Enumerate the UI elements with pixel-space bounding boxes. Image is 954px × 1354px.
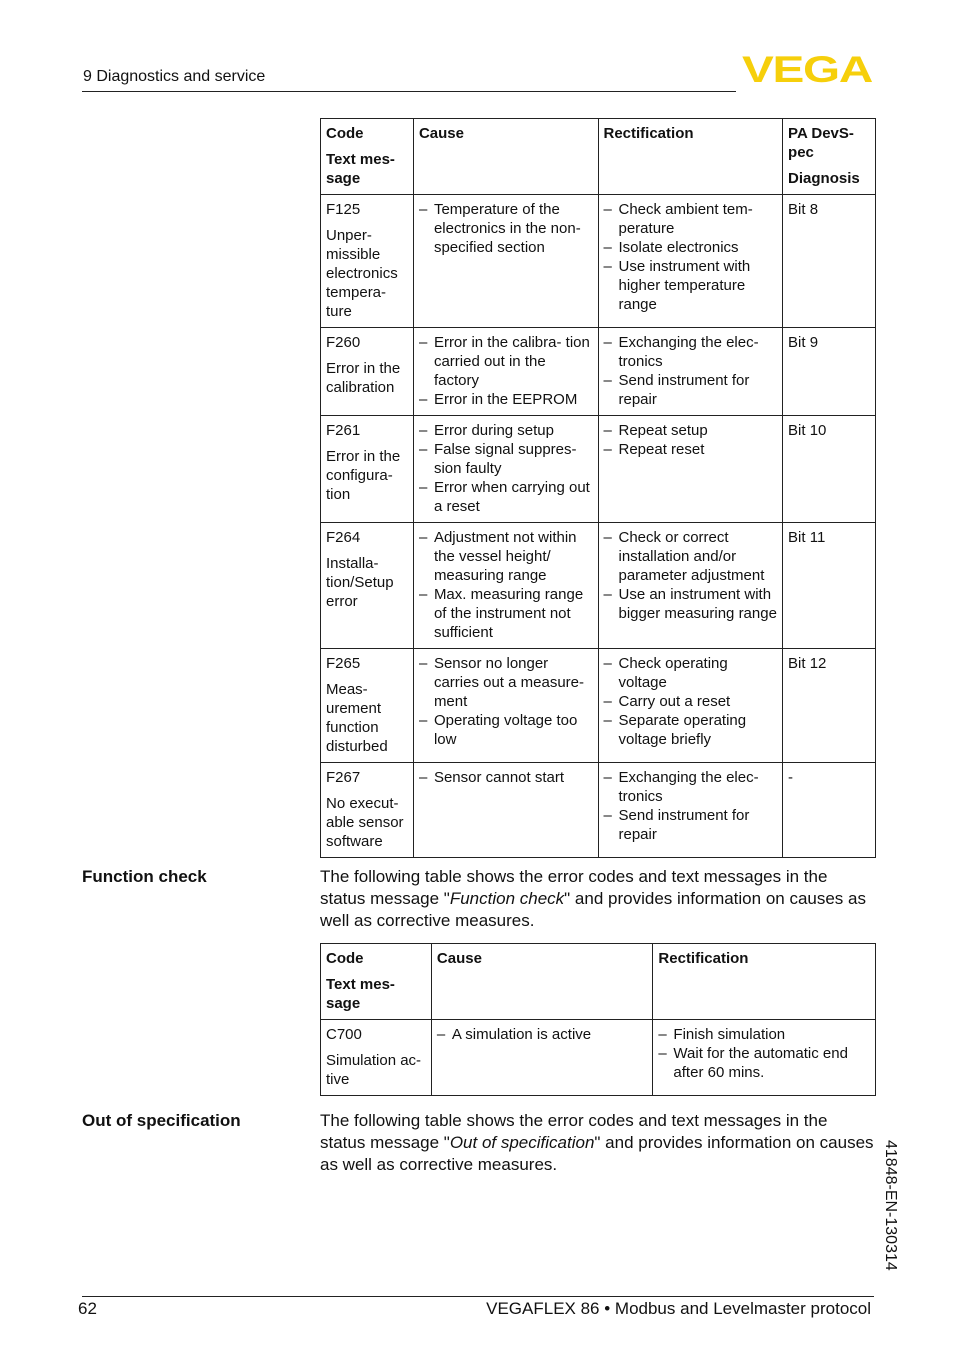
table-row: [321, 195, 876, 328]
table-row: [321, 328, 876, 416]
cause-cell: [413, 195, 598, 328]
diagnosis-table-function-check: [320, 943, 876, 1096]
vega-logo: [742, 52, 872, 84]
cause-item: – A simulation is active: [437, 1025, 648, 1044]
text-message: Unper- missible electronics tempera- ture: [326, 227, 398, 320]
cause-list: [419, 654, 593, 749]
rectification-item: – Check ambient tem- perature: [604, 200, 778, 238]
rectification-item: – Use an instrument with bigger measuring range: [604, 585, 778, 623]
text-message: Meas- urement function disturbed: [326, 681, 388, 755]
rectification-item: – Carry out a reset: [604, 692, 778, 711]
code-cell: [321, 763, 414, 858]
rectification-cell: [598, 523, 783, 649]
header-code: Code Text mes- sage: [321, 119, 414, 195]
error-code: F260: [326, 334, 361, 351]
document-id: 41848-EN-130314: [882, 1140, 899, 1271]
rectification-cell: [598, 649, 783, 763]
rectification-list: [658, 1025, 870, 1082]
table-row: [321, 523, 876, 649]
header-code: Code Text mes- sage: [321, 944, 432, 1020]
diagnosis-cell: Bit 8: [783, 195, 876, 328]
text-message: Error in the calibration: [326, 360, 401, 396]
footer-divider: [82, 1296, 874, 1297]
svg-text:VEGA: VEGA: [742, 52, 872, 84]
error-code: F264: [326, 529, 361, 546]
rectification-item: – Check or correct installation and/or parameter adjustment: [604, 528, 778, 585]
table-row: [321, 1020, 876, 1096]
header-cause: Cause: [431, 944, 653, 1020]
cause-cell: [413, 523, 598, 649]
out-of-spec-heading: Out of specification: [82, 1111, 241, 1130]
table-header-row: [321, 119, 876, 195]
rectification-item: – Finish simulation: [658, 1025, 870, 1044]
cause-list: [419, 333, 593, 409]
rectification-cell: [598, 416, 783, 523]
table-row: [321, 649, 876, 763]
rectification-item: – Wait for the automatic end after 60 mins.: [658, 1044, 870, 1082]
cause-item: – Error when carrying out a reset: [419, 478, 593, 516]
rectification-item: – Exchanging the elec- tronics: [604, 333, 778, 371]
diagnosis-cell: Bit 9: [783, 328, 876, 416]
code-cell: [321, 195, 414, 328]
cause-cell: [431, 1020, 653, 1096]
rectification-cell: [598, 328, 783, 416]
error-code: F265: [326, 655, 361, 672]
cause-item: – Temperature of the electronics in the non-specified section: [419, 200, 593, 257]
code-cell: [321, 523, 414, 649]
rectification-item: – Send instrument for repair: [604, 371, 778, 409]
function-check-heading: Function check: [82, 867, 207, 886]
cause-list: [419, 768, 593, 787]
rectification-cell: [598, 195, 783, 328]
header-cause: Cause: [413, 119, 598, 195]
diagnosis-cell: -: [783, 763, 876, 858]
cause-item: – Error during setup: [419, 421, 593, 440]
out-of-spec-paragraph: The following table shows the error codes and text messages in the status message "Out of specification" and provides information on causes as well as corrective measures.: [320, 1111, 874, 1174]
cause-item: – Operating voltage too low: [419, 711, 593, 749]
cause-cell: [413, 763, 598, 858]
cause-list: [419, 200, 593, 257]
text-message: Error in the configura- tion: [326, 448, 401, 503]
rectification-list: [604, 654, 778, 749]
error-code: C700: [326, 1026, 362, 1043]
diagnosis-cell: Bit 11: [783, 523, 876, 649]
header-rectification: Rectification: [653, 944, 876, 1020]
rectification-list: [604, 528, 778, 623]
cause-item: – Adjustment not within the vessel height/ measuring range: [419, 528, 593, 585]
diagnosis-cell: Bit 10: [783, 416, 876, 523]
header-divider: [82, 91, 736, 92]
code-cell: [321, 328, 414, 416]
rectification-list: [604, 768, 778, 844]
function-check-paragraph: The following table shows the error codes and text messages in the status message "Function check" and provides information on causes as well as corrective measures.: [320, 867, 866, 930]
rectification-cell: [598, 763, 783, 858]
rectification-item: – Check operating voltage: [604, 654, 778, 692]
diagnosis-table-failure: [320, 118, 876, 858]
table-row: [321, 763, 876, 858]
rectification-item: – Separate operating voltage briefly: [604, 711, 778, 749]
rectification-item: – Repeat setup: [604, 421, 778, 440]
rectification-item: – Isolate electronics: [604, 238, 778, 257]
page-number: 62: [78, 1299, 97, 1318]
rectification-item: – Use instrument with higher temperature range: [604, 257, 778, 314]
header-pa-devspec: PA DevS- pec Diagnosis: [783, 119, 876, 195]
text-message: Simulation ac- tive: [326, 1052, 422, 1088]
cause-list: [419, 528, 593, 642]
rectification-item: – Send instrument for repair: [604, 806, 778, 844]
text-message: No execut- able sensor software: [326, 795, 404, 850]
code-cell: [321, 649, 414, 763]
cause-cell: [413, 328, 598, 416]
error-code: F267: [326, 769, 361, 786]
cause-list: [437, 1025, 648, 1044]
error-code: F261: [326, 422, 361, 439]
header-rectification: Rectification: [598, 119, 783, 195]
rectification-item: – Exchanging the elec- tronics: [604, 768, 778, 806]
cause-list: [419, 421, 593, 516]
code-cell: [321, 1020, 432, 1096]
rectification-cell: [653, 1020, 876, 1096]
footer-title: VEGAFLEX 86 • Modbus and Levelmaster protocol: [486, 1299, 871, 1318]
rectification-list: [604, 200, 778, 314]
diagnosis-cell: Bit 12: [783, 649, 876, 763]
cause-item: – Sensor no longer carries out a measure- ment: [419, 654, 593, 711]
cause-cell: [413, 416, 598, 523]
section-title: 9 Diagnostics and service: [83, 68, 266, 85]
cause-item: – Sensor cannot start: [419, 768, 593, 787]
rectification-item: – Repeat reset: [604, 440, 778, 459]
cause-cell: [413, 649, 598, 763]
table-header-row: [321, 944, 876, 1020]
table-row: [321, 416, 876, 523]
rectification-list: [604, 333, 778, 409]
error-code: F125: [326, 201, 361, 218]
text-message: Installa- tion/Setup error: [326, 555, 394, 610]
cause-item: – Error in the calibra- tion carried out in the factory: [419, 333, 593, 390]
cause-item: – False signal suppres- sion faulty: [419, 440, 593, 478]
cause-item: – Error in the EEPROM: [419, 390, 593, 409]
code-cell: [321, 416, 414, 523]
rectification-list: [604, 421, 778, 459]
cause-item: – Max. measuring range of the instrument not sufficient: [419, 585, 593, 642]
